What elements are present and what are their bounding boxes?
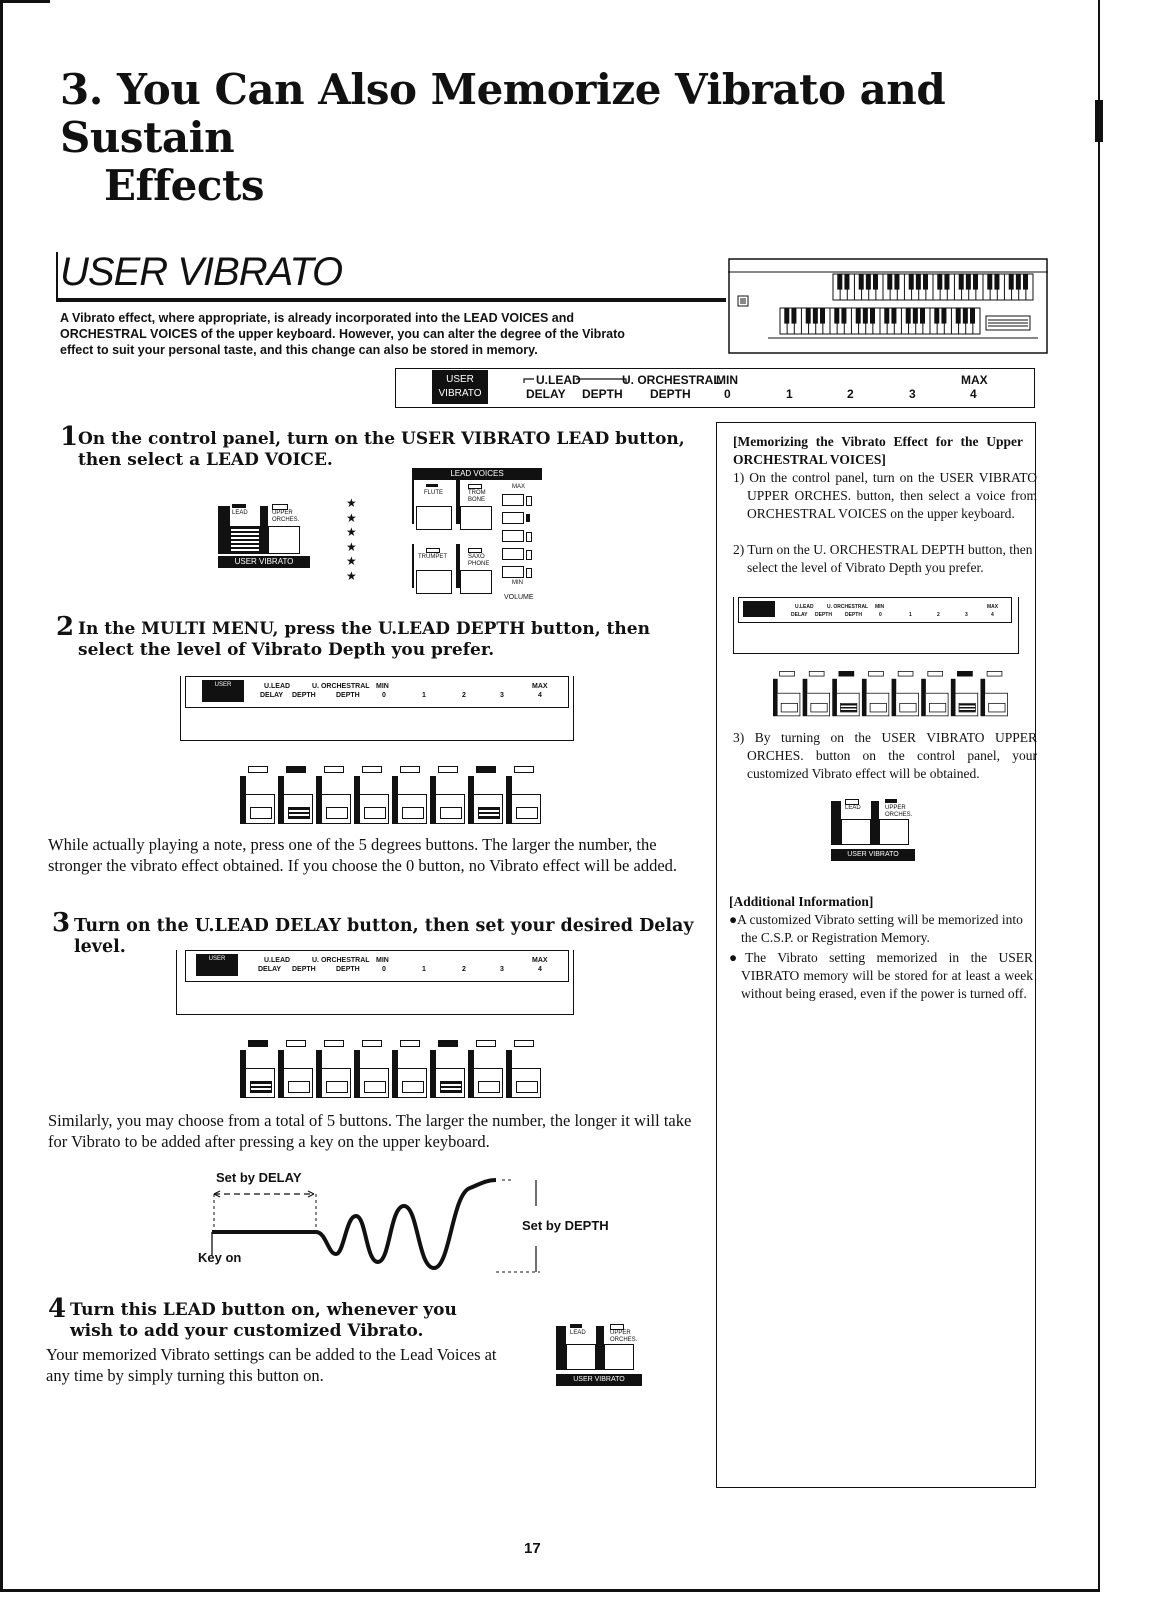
- step3-body: Similarly, you may choose from a total of 5 buttons. The larger the number, the longer it will take for Vibrato to be added after pressing a key on the upper keyboard.: [48, 1111, 692, 1151]
- section-rule: [56, 298, 726, 302]
- bottom-border: [0, 1589, 1100, 1592]
- display-ulead: U.LEAD: [264, 683, 291, 690]
- level-3-button[interactable]: [468, 766, 504, 824]
- display-level: 2: [847, 387, 854, 401]
- level-0-button[interactable]: [354, 766, 390, 824]
- step-number: 3: [52, 908, 71, 938]
- display-min: MIN: [716, 373, 738, 387]
- sidebar-display: [738, 597, 1012, 623]
- panel-stem: [871, 801, 879, 845]
- display-min: MIN: [875, 604, 885, 610]
- display-level: 4: [991, 612, 994, 618]
- display-depth: DEPTH: [845, 612, 862, 618]
- trumpet-label: TRUMPET: [418, 554, 447, 560]
- lead-button[interactable]: [230, 526, 260, 554]
- lead-voices-panel: [412, 468, 562, 608]
- saxophone-label: SAXO PHONE: [468, 554, 490, 567]
- right-border: [1098, 0, 1100, 1590]
- display-ulead: U.LEAD: [536, 373, 581, 387]
- display-level: 4: [970, 387, 977, 401]
- sidebar-memo-item: 1) On the control panel, turn on the USER VIBRATO UPPER ORCHES. button, then select a voice from ORCHESTRAL VOICES on the upper keyboard.: [733, 470, 1037, 521]
- lead-button[interactable]: [566, 1344, 596, 1370]
- step2-display-frame: [180, 676, 574, 741]
- vibrato-wave-diagram: [196, 1166, 636, 1282]
- level-3-button[interactable]: [468, 1040, 504, 1098]
- user-vibrato-badge: [743, 601, 775, 617]
- level-4-button[interactable]: [506, 766, 542, 824]
- depth-button[interactable]: [803, 671, 831, 716]
- set-by-depth-label: Set by DEPTH: [522, 1218, 609, 1233]
- top-left-rule: [0, 0, 50, 3]
- step3-button-row: [240, 1040, 542, 1098]
- step-text: Turn this LEAD button on, whenever you wish to add your customized Vibrato.: [70, 1300, 457, 1341]
- lead-button[interactable]: [841, 819, 871, 845]
- step3-display: [185, 950, 569, 982]
- display-uorch: U. ORCHESTRAL: [312, 957, 370, 964]
- display-min: MIN: [376, 957, 389, 964]
- level-2-button[interactable]: [921, 671, 949, 716]
- left-border: [0, 0, 3, 1590]
- level-1-button[interactable]: [892, 671, 920, 716]
- delay-button[interactable]: [240, 766, 276, 824]
- panel-stem: [831, 801, 841, 845]
- level-1-button[interactable]: [392, 1040, 428, 1098]
- intro-line: effect to suit your personal taste, and this change can also be stored in memory.: [60, 343, 538, 357]
- step-number: 4: [48, 1294, 67, 1324]
- display-uorch: U. ORCHESTRAL: [827, 604, 869, 610]
- panel-stem: [556, 1326, 566, 1370]
- orch-depth-button[interactable]: [316, 1040, 352, 1098]
- set-by-delay-label: Set by DELAY: [216, 1170, 302, 1185]
- trombone-button[interactable]: [460, 506, 492, 530]
- lead-led: [232, 504, 246, 508]
- panel-stem: [260, 506, 268, 554]
- display-depth: DEPTH: [292, 966, 316, 973]
- volume-indicator-on: [526, 514, 530, 522]
- multi-menu-display: [395, 368, 1035, 408]
- step-number: 2: [56, 612, 75, 642]
- step2-body: While actually playing a note, press one of the 5 degrees buttons. The larger the number, the stronger the vibrato effect obtained. If you choose the 0 button, no Vibrato effect will be added.: [48, 835, 678, 875]
- display-delay: DELAY: [526, 387, 566, 401]
- display-ulead: U.LEAD: [264, 957, 291, 964]
- level-3-button[interactable]: [951, 671, 979, 716]
- display-delay: DELAY: [258, 966, 282, 973]
- saxophone-button[interactable]: [460, 570, 492, 594]
- display-depth: DEPTH: [336, 966, 360, 973]
- orch-label: UPPER ORCHES.: [610, 1330, 638, 1343]
- display-max: MAX: [987, 604, 999, 610]
- saxophone-led: [468, 548, 482, 553]
- badge-line: VIBRATO: [438, 388, 482, 399]
- lead-label: LEAD: [232, 510, 248, 516]
- volume-indicator: [526, 496, 532, 506]
- display-level: 0: [382, 692, 386, 699]
- sidebar-memo-item: 2) Turn on the U. ORCHESTRAL DEPTH button, then select the level of Vibrato Depth you prefer.: [733, 542, 1033, 575]
- flute-label: FLUTE: [424, 490, 444, 496]
- step-number: 1: [60, 422, 79, 452]
- page-title: [60, 66, 1060, 210]
- level-0-button[interactable]: [862, 671, 890, 716]
- step-text: Turn on the U.LEAD DELAY button, then set your desired Delay level.: [74, 916, 694, 957]
- orch-label: UPPER ORCHES.: [885, 805, 913, 818]
- orch-depth-button[interactable]: [832, 671, 860, 716]
- display-delay: DELAY: [791, 612, 808, 618]
- sidebar-memo-item: 3) By turning on the USER VIBRATO UPPER ORCHES. button on the control panel, your customized Vibrato effect will be obtained.: [733, 730, 1037, 781]
- volume-slot[interactable]: [502, 530, 524, 542]
- volume-label: VOLUME: [504, 594, 534, 601]
- step-text: On the control panel, turn on the USER VIBRATO LEAD button, then select a LEAD VOICE.: [78, 429, 685, 470]
- user-vibrato-badge: [202, 680, 244, 702]
- orch-led: [885, 799, 897, 803]
- user-vibrato-label: USER VIBRATO: [556, 1374, 642, 1386]
- section-heading: USER VIBRATO: [60, 250, 343, 294]
- display-level: 0: [879, 612, 882, 618]
- step2-button-row: [240, 766, 542, 824]
- upper-orches-button[interactable]: [879, 819, 909, 845]
- display-delay: DELAY: [260, 692, 284, 699]
- display-depth: DEPTH: [815, 612, 832, 618]
- trumpet-led: [426, 548, 440, 553]
- upper-orches-button[interactable]: [604, 1344, 634, 1370]
- volume-indicator: [526, 550, 532, 560]
- display-level: 1: [422, 692, 426, 699]
- depth-button[interactable]: [278, 766, 314, 824]
- sidebar-memo-heading: [Memorizing the Vibrato Effect for the Upper ORCHESTRAL VOICES]: [733, 434, 1023, 467]
- user-vibrato-badge: [196, 954, 238, 976]
- volume-slot[interactable]: [502, 512, 524, 524]
- display-max: MAX: [961, 373, 988, 387]
- page-title-line1: 3. You Can Also Memorize Vibrato and Sustain: [60, 65, 946, 162]
- intro-line: A Vibrato effect, where appropriate, is already incorporated into the LEAD VOICES and: [60, 311, 574, 325]
- step2-display: [185, 676, 569, 708]
- badge-line: USER: [446, 374, 474, 385]
- display-depth: DEPTH: [292, 692, 316, 699]
- sidebar-add-item: ●The Vibrato setting memorized in the USER VIBRATO memory will be stored for at least a week without being erased, even if the power is turned off.: [729, 950, 1033, 1001]
- lead-label: LEAD: [570, 1330, 586, 1336]
- bracket-marks: [522, 373, 632, 387]
- display-level: 1: [909, 612, 912, 618]
- trumpet-button[interactable]: [416, 570, 452, 594]
- display-depth: DEPTH: [336, 692, 360, 699]
- sidebar-add-heading: [Additional Information]: [729, 894, 874, 909]
- display-level: 0: [724, 387, 731, 401]
- lead-led: [570, 1324, 582, 1328]
- organ-illustration: [728, 258, 1048, 354]
- level-4-button[interactable]: [980, 671, 1008, 716]
- display-level: 3: [500, 966, 504, 973]
- volume-slot[interactable]: [502, 494, 524, 506]
- user-vibrato-label: USER VIBRATO: [218, 556, 310, 568]
- step4-user-vibrato-panel: [556, 1320, 642, 1386]
- display-level: 1: [786, 387, 793, 401]
- display-level: 1: [422, 966, 426, 973]
- step-text: In the MULTI MENU, press the U.LEAD DEPTH button, then select the level of Vibrato Depth you prefer.: [78, 619, 650, 660]
- panel-divider: [412, 480, 414, 524]
- trombone-led: [468, 484, 482, 489]
- display-level: 4: [538, 692, 542, 699]
- section-bar: [56, 252, 58, 300]
- orch-depth-button[interactable]: [316, 766, 352, 824]
- star-column: ★ ★ ★ ★ ★ ★: [346, 496, 357, 583]
- display-uorch: U. ORCHESTRAL: [622, 373, 721, 387]
- display-level: 2: [462, 692, 466, 699]
- intro-text: [60, 310, 720, 358]
- display-level: 3: [909, 387, 916, 401]
- badge-line: USER: [208, 956, 226, 962]
- user-vibrato-badge: [432, 370, 488, 404]
- display-level: 3: [965, 612, 968, 618]
- page-title-line2: Effects: [104, 161, 264, 210]
- delay-button[interactable]: [240, 1040, 276, 1098]
- user-vibrato-label: USER VIBRATO: [831, 849, 915, 861]
- volume-indicator: [526, 568, 532, 578]
- sidebar-button-row: [773, 671, 1009, 716]
- badge-line: USER: [214, 682, 232, 688]
- level-2-button[interactable]: [430, 1040, 466, 1098]
- display-level: 3: [500, 692, 504, 699]
- depth-button[interactable]: [278, 1040, 314, 1098]
- level-4-button[interactable]: [506, 1040, 542, 1098]
- flute-button[interactable]: [416, 506, 452, 530]
- upper-orches-button[interactable]: [268, 526, 300, 554]
- flute-led: [426, 484, 438, 487]
- display-level: 2: [937, 612, 940, 618]
- volume-slot[interactable]: [502, 566, 524, 578]
- panel-stem: [218, 506, 230, 554]
- display-depth: DEPTH: [650, 387, 691, 401]
- max-label: MAX: [512, 484, 526, 490]
- min-label: MIN: [512, 580, 523, 586]
- lead-label: LEAD: [845, 805, 861, 811]
- level-1-button[interactable]: [392, 766, 428, 824]
- level-0-button[interactable]: [354, 1040, 390, 1098]
- right-tab-mark: [1095, 100, 1103, 142]
- key-on-label: Key on: [198, 1250, 242, 1265]
- page-number: 17: [524, 1540, 541, 1557]
- sidebar-add-item: ●A customized Vibrato setting will be memorized into the C.S.P. or Registration Memory.: [729, 912, 1023, 945]
- display-max: MAX: [532, 683, 548, 690]
- display-uorch: U. ORCHESTRAL: [312, 683, 370, 690]
- display-depth: DEPTH: [582, 387, 623, 401]
- display-ulead: U.LEAD: [795, 604, 814, 610]
- orch-label: UPPER ORCHES.: [272, 510, 300, 523]
- intro-line: ORCHESTRAL VOICES of the upper keyboard. However, you can alter the degree of the Vibrato: [60, 327, 625, 341]
- display-max: MAX: [532, 957, 548, 964]
- display-min: MIN: [376, 683, 389, 690]
- display-level: 2: [462, 966, 466, 973]
- organ-console-graphic: [728, 258, 1048, 354]
- level-2-button[interactable]: [430, 766, 466, 824]
- display-level: 4: [538, 966, 542, 973]
- trombone-label: TROM BONE: [468, 490, 486, 503]
- sidebar-display-frame: [733, 597, 1019, 654]
- volume-slot[interactable]: [502, 548, 524, 560]
- user-vibrato-panel: [218, 498, 310, 568]
- panel-stem: [596, 1326, 604, 1370]
- step3-display-frame: [176, 950, 574, 1015]
- delay-button[interactable]: [773, 671, 801, 716]
- sidebar-box: [716, 422, 1036, 1488]
- sidebar-user-vibrato-panel: [831, 795, 915, 861]
- lead-voices-label: LEAD VOICES: [412, 468, 542, 480]
- step4-body: Your memorized Vibrato settings can be added to the Lead Voices at any time by simply turning this button on.: [46, 1345, 497, 1385]
- panel-divider: [412, 544, 414, 588]
- volume-indicator: [526, 532, 532, 542]
- display-level: 0: [382, 966, 386, 973]
